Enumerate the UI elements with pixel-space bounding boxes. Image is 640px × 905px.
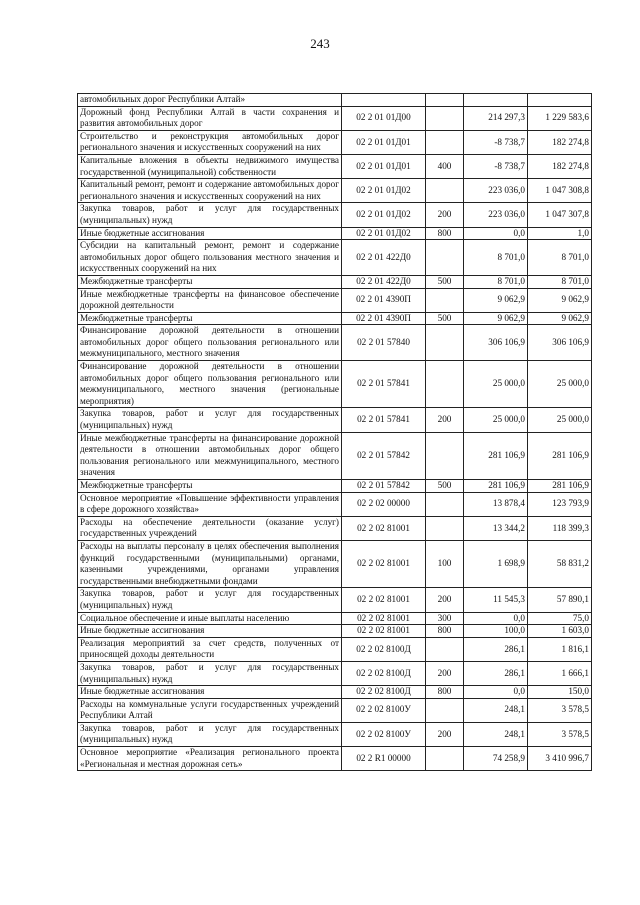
expense-name-cell: Реализация мероприятий за счет средств, полученных от приносящей доходы деятельности — [78, 637, 342, 661]
amount-change-cell: 248,1 — [464, 698, 528, 722]
expense-type-code-cell — [426, 516, 464, 540]
target-article-code-cell: 02 2 01 422Д0 — [342, 240, 426, 276]
amount-total-cell: 1 047 307,8 — [528, 203, 592, 227]
expense-type-code-cell — [426, 179, 464, 203]
expense-name-cell: Закупка товаров, работ и услуг для государственных (муниципальных) нужд — [78, 203, 342, 227]
table-row — [78, 94, 592, 107]
amount-total-cell: 3 578,5 — [528, 698, 592, 722]
table-row — [78, 227, 592, 240]
expense-type-code-cell: 500 — [426, 312, 464, 325]
amount-total-cell — [528, 94, 592, 107]
amount-total-cell: 8 701,0 — [528, 275, 592, 288]
amount-total-cell: 9 062,9 — [528, 312, 592, 325]
amount-change-cell: 281 106,9 — [464, 432, 528, 479]
table-row — [78, 288, 592, 312]
amount-total-cell: 75,0 — [528, 612, 592, 625]
amount-change-cell: 9 062,9 — [464, 312, 528, 325]
expense-type-code-cell — [426, 130, 464, 154]
amount-total-cell: 1 603,0 — [528, 625, 592, 638]
amount-change-cell: -8 738,7 — [464, 130, 528, 154]
expense-type-code-cell: 200 — [426, 408, 464, 432]
amount-change-cell: 25 000,0 — [464, 408, 528, 432]
expense-type-code-cell: 200 — [426, 661, 464, 685]
target-article-code-cell: 02 2 02 81001 — [342, 612, 426, 625]
table-row — [78, 747, 592, 771]
amount-change-cell: 74 258,9 — [464, 747, 528, 771]
expense-name-cell: Расходы на коммунальные услуги государственных учреждений Республики Алтай — [78, 698, 342, 722]
table-row — [78, 408, 592, 432]
amount-total-cell: 1 047 308,8 — [528, 179, 592, 203]
target-article-code-cell: 02 2 02 00000 — [342, 492, 426, 516]
amount-change-cell: 1 698,9 — [464, 540, 528, 587]
target-article-code-cell: 02 2 02 81001 — [342, 588, 426, 612]
table-row — [78, 361, 592, 408]
expense-type-code-cell: 800 — [426, 227, 464, 240]
expense-type-code-cell: 800 — [426, 625, 464, 638]
target-article-code-cell: 02 2 01 422Д0 — [342, 275, 426, 288]
target-article-code-cell: 02 2 01 01Д00 — [342, 106, 426, 130]
amount-change-cell: 0,0 — [464, 227, 528, 240]
target-article-code-cell: 02 2 01 4390П — [342, 312, 426, 325]
expense-name-cell: Социальное обеспечение и иные выплаты населению — [78, 612, 342, 625]
expense-name-cell: Межбюджетные трансферты — [78, 312, 342, 325]
table-row — [78, 516, 592, 540]
amount-total-cell: 9 062,9 — [528, 288, 592, 312]
expense-name-cell: Закупка товаров, работ и услуг для государственных (муниципальных) нужд — [78, 408, 342, 432]
expense-type-code-cell — [426, 698, 464, 722]
table-row — [78, 722, 592, 746]
expense-name-cell: Иные бюджетные ассигнования — [78, 625, 342, 638]
amount-total-cell: 58 831,2 — [528, 540, 592, 587]
table-row — [78, 637, 592, 661]
amount-total-cell: 25 000,0 — [528, 361, 592, 408]
expense-name-cell: Основное мероприятие «Повышение эффективности управления в сфере дорожного хозяйства» — [78, 492, 342, 516]
expense-type-code-cell — [426, 94, 464, 107]
amount-total-cell: 281 106,9 — [528, 480, 592, 493]
expense-name-cell: Межбюджетные трансферты — [78, 275, 342, 288]
table-body — [78, 94, 592, 771]
amount-total-cell: 306 106,9 — [528, 325, 592, 361]
table-row — [78, 179, 592, 203]
amount-change-cell — [464, 94, 528, 107]
expense-type-code-cell: 300 — [426, 612, 464, 625]
target-article-code-cell: 02 2 01 01Д02 — [342, 203, 426, 227]
amount-change-cell: 9 062,9 — [464, 288, 528, 312]
amount-change-cell: 281 106,9 — [464, 480, 528, 493]
amount-change-cell: 286,1 — [464, 661, 528, 685]
amount-total-cell: 123 793,9 — [528, 492, 592, 516]
expense-name-cell: Капитальный ремонт, ремонт и содержание автомобильных дорог регионального значения и искусственных сооружений на них — [78, 179, 342, 203]
expense-type-code-cell: 200 — [426, 588, 464, 612]
amount-total-cell: 3 578,5 — [528, 722, 592, 746]
amount-change-cell: 223 036,0 — [464, 179, 528, 203]
expense-type-code-cell — [426, 492, 464, 516]
target-article-code-cell: 02 2 01 57841 — [342, 408, 426, 432]
expense-name-cell: Расходы на обеспечение деятельности (оказание услуг) государственных учреждений — [78, 516, 342, 540]
target-article-code-cell: 02 2 02 81001 — [342, 540, 426, 587]
target-article-code-cell: 02 2 02 8100У — [342, 698, 426, 722]
expense-type-code-cell — [426, 240, 464, 276]
amount-change-cell: 214 297,3 — [464, 106, 528, 130]
amount-change-cell: 100,0 — [464, 625, 528, 638]
amount-total-cell: 182 274,8 — [528, 154, 592, 178]
target-article-code-cell: 02 2 02 8100Д — [342, 686, 426, 699]
expense-name-cell: Закупка товаров, работ и услуг для государственных (муниципальных) нужд — [78, 661, 342, 685]
target-article-code-cell: 02 2 01 57840 — [342, 325, 426, 361]
table-row — [78, 480, 592, 493]
expense-type-code-cell — [426, 361, 464, 408]
amount-total-cell: 150,0 — [528, 686, 592, 699]
amount-total-cell: 118 399,3 — [528, 516, 592, 540]
amount-change-cell: 223 036,0 — [464, 203, 528, 227]
amount-change-cell: 25 000,0 — [464, 361, 528, 408]
table-row — [78, 312, 592, 325]
expense-type-code-cell: 200 — [426, 722, 464, 746]
amount-total-cell: 8 701,0 — [528, 240, 592, 276]
expense-name-cell: Закупка товаров, работ и услуг для государственных (муниципальных) нужд — [78, 588, 342, 612]
expense-name-cell: Строительство и реконструкция автомобильных дорог регионального значения и искусственных сооружений на них — [78, 130, 342, 154]
expense-type-code-cell: 200 — [426, 203, 464, 227]
expense-type-code-cell: 500 — [426, 480, 464, 493]
expense-type-code-cell: 800 — [426, 686, 464, 699]
target-article-code-cell: 02 2 02 81001 — [342, 625, 426, 638]
table-row — [78, 625, 592, 638]
amount-change-cell: 13 344,2 — [464, 516, 528, 540]
page-number: 243 — [310, 36, 330, 51]
expense-name-cell: Иные межбюджетные трансферты на финансирование дорожной деятельности в отношении автомобильных дорог общего пользования регионального или межмуниципального, местного значения — [78, 432, 342, 479]
table-row — [78, 432, 592, 479]
target-article-code-cell: 02 2 01 01Д02 — [342, 227, 426, 240]
expense-name-cell: Иные межбюджетные трансферты на финансовое обеспечение дорожной деятельности — [78, 288, 342, 312]
amount-total-cell: 25 000,0 — [528, 408, 592, 432]
table-row — [78, 612, 592, 625]
amount-change-cell: 8 701,0 — [464, 275, 528, 288]
table-row — [78, 686, 592, 699]
target-article-code-cell: 02 2 01 57841 — [342, 361, 426, 408]
target-article-code-cell — [342, 94, 426, 107]
target-article-code-cell: 02 2 01 57842 — [342, 432, 426, 479]
amount-change-cell: 13 878,4 — [464, 492, 528, 516]
expense-type-code-cell: 100 — [426, 540, 464, 587]
amount-total-cell: 1 666,1 — [528, 661, 592, 685]
expense-type-code-cell — [426, 432, 464, 479]
amount-change-cell: 0,0 — [464, 686, 528, 699]
expense-type-code-cell — [426, 288, 464, 312]
expense-name-cell: Иные бюджетные ассигнования — [78, 686, 342, 699]
amount-total-cell: 182 274,8 — [528, 130, 592, 154]
table-row — [78, 492, 592, 516]
amount-total-cell: 1 229 583,6 — [528, 106, 592, 130]
expense-name-cell: автомобильных дорог Республики Алтай» — [78, 94, 342, 107]
target-article-code-cell: 02 2 02 8100Д — [342, 661, 426, 685]
expense-name-cell: Капитальные вложения в объекты недвижимого имущества государственной (муниципальной) собственности — [78, 154, 342, 178]
expense-name-cell: Иные бюджетные ассигнования — [78, 227, 342, 240]
table-row — [78, 203, 592, 227]
target-article-code-cell: 02 2 01 57842 — [342, 480, 426, 493]
expense-type-code-cell — [426, 325, 464, 361]
table-row — [78, 240, 592, 276]
table-row — [78, 275, 592, 288]
target-article-code-cell: 02 2 01 01Д01 — [342, 130, 426, 154]
amount-change-cell: -8 738,7 — [464, 154, 528, 178]
target-article-code-cell: 02 2 01 01Д01 — [342, 154, 426, 178]
amount-total-cell: 281 106,9 — [528, 432, 592, 479]
table-row — [78, 325, 592, 361]
amount-total-cell: 3 410 996,7 — [528, 747, 592, 771]
expense-name-cell: Закупка товаров, работ и услуг для государственных (муниципальных) нужд — [78, 722, 342, 746]
table-row — [78, 154, 592, 178]
expense-type-code-cell — [426, 747, 464, 771]
target-article-code-cell: 02 2 02 8100У — [342, 722, 426, 746]
amount-change-cell: 306 106,9 — [464, 325, 528, 361]
target-article-code-cell: 02 2 02 81001 — [342, 516, 426, 540]
expense-type-code-cell: 400 — [426, 154, 464, 178]
expense-type-code-cell — [426, 637, 464, 661]
table-row — [78, 588, 592, 612]
table-row — [78, 698, 592, 722]
amount-change-cell: 0,0 — [464, 612, 528, 625]
expense-name-cell: Дорожный фонд Республики Алтай в части сохранения и развития автомобильных дорог — [78, 106, 342, 130]
target-article-code-cell: 02 2 02 8100Д — [342, 637, 426, 661]
table-row — [78, 106, 592, 130]
amount-total-cell: 1,0 — [528, 227, 592, 240]
table-row — [78, 661, 592, 685]
amount-change-cell: 286,1 — [464, 637, 528, 661]
target-article-code-cell: 02 2 R1 00000 — [342, 747, 426, 771]
expense-name-cell: Субсидии на капитальный ремонт, ремонт и содержание автомобильных дорог общего пользования местного значения и искусственных сооружений на них — [78, 240, 342, 276]
expense-type-code-cell: 500 — [426, 275, 464, 288]
table-row — [78, 540, 592, 587]
expense-name-cell: Расходы на выплаты персоналу в целях обеспечения выполнения функций государственными (муниципальными) органами, казенными учреждениями, органами управления государственными внебюджетными фондами — [78, 540, 342, 587]
expense-type-code-cell — [426, 106, 464, 130]
target-article-code-cell: 02 2 01 4390П — [342, 288, 426, 312]
amount-change-cell: 8 701,0 — [464, 240, 528, 276]
expense-name-cell: Межбюджетные трансферты — [78, 480, 342, 493]
amount-change-cell: 11 545,3 — [464, 588, 528, 612]
amount-total-cell: 57 890,1 — [528, 588, 592, 612]
amount-total-cell: 1 816,1 — [528, 637, 592, 661]
expense-name-cell: Финансирование дорожной деятельности в отношении автомобильных дорог общего пользования регионального или межмуниципального, местного значения (региональные мероприятия) — [78, 361, 342, 408]
budget-table — [77, 93, 592, 771]
expense-name-cell: Основное мероприятие «Реализация регионального проекта «Региональная и местная дорожная сеть» — [78, 747, 342, 771]
amount-change-cell: 248,1 — [464, 722, 528, 746]
table-row — [78, 130, 592, 154]
expense-name-cell: Финансирование дорожной деятельности в отношении автомобильных дорог общего пользования регионального или межмуниципального, местного значения — [78, 325, 342, 361]
target-article-code-cell: 02 2 01 01Д02 — [342, 179, 426, 203]
